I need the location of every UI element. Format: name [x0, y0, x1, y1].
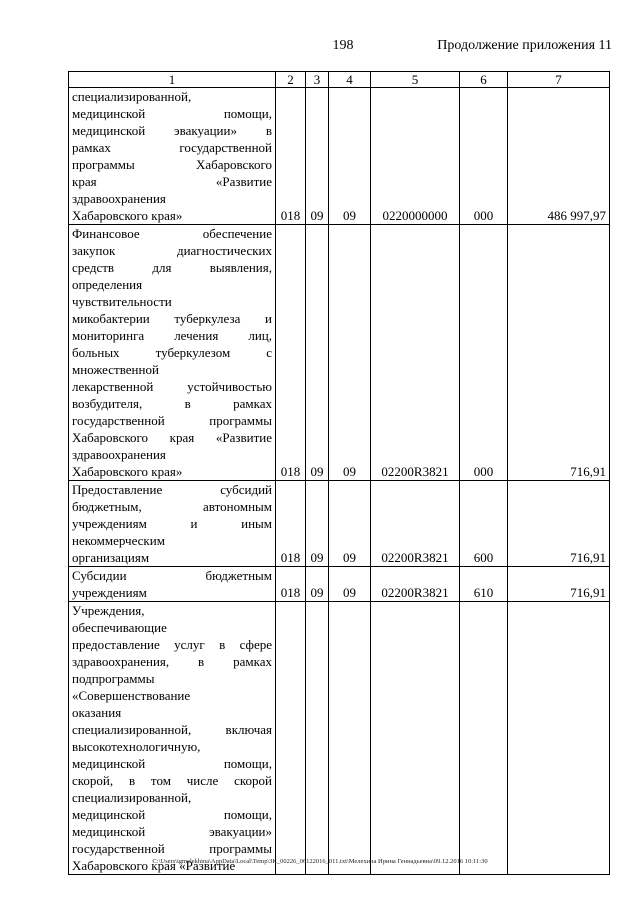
description-line: рамках государственной — [72, 140, 272, 155]
row-description — [69, 481, 276, 567]
table-row — [69, 567, 610, 602]
description-line: Хабаровского края» — [72, 208, 183, 223]
table-row — [69, 225, 610, 481]
subsection-code: 09 — [329, 88, 371, 225]
description-line: медицинской помощи, — [72, 807, 272, 822]
table-row — [69, 602, 610, 875]
description-line: оказания — [72, 705, 122, 720]
description-line: подпрограммы — [72, 671, 155, 686]
subsection-code: 09 — [329, 481, 371, 567]
expense-type-code: 610 — [460, 567, 508, 602]
table-row — [69, 88, 610, 225]
amount-value — [508, 602, 610, 875]
description-line: государственной программы — [72, 841, 272, 856]
description-line: медицинской эвакуации» — [72, 824, 272, 839]
expense-type-code: 000 — [460, 225, 508, 481]
footer-file-path: C:\Users\igmelekhina\AppData\Local\Temp\ЗК_00226_06122016_011.txt\Мелехина Ирина Геннадьевна\09.12.2016 10:11:30 — [152, 858, 488, 865]
expense-type-code — [460, 602, 508, 875]
column-header: 5 — [371, 72, 460, 88]
description-line: Субсидии бюджетным — [72, 568, 272, 583]
column-header: 4 — [329, 72, 371, 88]
description-line: множественной — [72, 362, 159, 377]
description-line: микобактерии туберкулеза и — [72, 311, 272, 326]
row-description — [69, 225, 276, 481]
admin-code — [276, 602, 306, 875]
budget-table — [68, 71, 610, 875]
column-header: 6 — [460, 72, 508, 88]
admin-code: 018 — [276, 481, 306, 567]
admin-code: 018 — [276, 567, 306, 602]
description-line: предоставление услуг в сфере — [72, 637, 272, 652]
description-line: бюджетным, автономным — [72, 499, 272, 514]
section-code: 09 — [306, 225, 329, 481]
description-line: больных туберкулезом с — [72, 345, 272, 360]
description-line: учреждениям и иным — [72, 516, 272, 531]
description-line: лекарственной устойчивостью — [72, 379, 272, 394]
section-code: 09 — [306, 88, 329, 225]
section-code: 09 — [306, 481, 329, 567]
description-line: Хабаровского края «Развитие — [72, 858, 236, 873]
description-line: специализированной, — [72, 790, 192, 805]
expense-type-code: 000 — [460, 88, 508, 225]
description-line: медицинской помощи, — [72, 106, 272, 121]
target-article-code: 02200R3821 — [371, 225, 460, 481]
column-header: 2 — [276, 72, 306, 88]
section-code — [306, 602, 329, 875]
description-line: края «Развитие — [72, 174, 272, 189]
description-line: организациям — [72, 550, 150, 565]
subsection-code: 09 — [329, 225, 371, 481]
table-header-row — [69, 72, 610, 88]
admin-code: 018 — [276, 88, 306, 225]
row-description — [69, 88, 276, 225]
description-line: медицинской эвакуации» в — [72, 123, 272, 138]
description-line: здравоохранения, в рамках — [72, 654, 272, 669]
target-article-code — [371, 602, 460, 875]
description-line: некоммерческим — [72, 533, 165, 548]
description-line: определения — [72, 277, 143, 292]
description-line: мониторинга лечения лиц, — [72, 328, 272, 343]
appendix-title: Продолжение приложения 11 — [437, 38, 612, 53]
description-line: программы Хабаровского — [72, 157, 272, 172]
description-line: высокотехнологичную, — [72, 739, 201, 754]
description-line: возбудителя, в рамках — [72, 396, 272, 411]
section-code: 09 — [306, 567, 329, 602]
amount-value: 486 997,97 — [508, 88, 610, 225]
description-line: Хабаровского края» — [72, 464, 183, 479]
subsection-code — [329, 602, 371, 875]
column-header: 1 — [69, 72, 276, 88]
description-line: скорой, в том числе скорой — [72, 773, 272, 788]
description-line: закупок диагностических — [72, 243, 272, 258]
column-header: 7 — [508, 72, 610, 88]
description-line: «Совершенствование — [72, 688, 191, 703]
table-row — [69, 481, 610, 567]
description-line: государственной программы — [72, 413, 272, 428]
description-line: здравоохранения — [72, 447, 166, 462]
description-line: здравоохранения — [72, 191, 166, 206]
page-number: 198 — [332, 38, 354, 53]
subsection-code: 09 — [329, 567, 371, 602]
target-article-code: 0220000000 — [371, 88, 460, 225]
description-line: учреждениям — [72, 585, 147, 600]
row-description — [69, 567, 276, 602]
description-line: Финансовое обеспечение — [72, 226, 272, 241]
description-line: Учреждения, — [72, 603, 145, 618]
description-line: чувствительности — [72, 294, 172, 309]
target-article-code: 02200R3821 — [371, 567, 460, 602]
amount-value: 716,91 — [508, 225, 610, 481]
description-line: средств для выявления, — [72, 260, 272, 275]
amount-value: 716,91 — [508, 567, 610, 602]
amount-value: 716,91 — [508, 481, 610, 567]
description-line: обеспечивающие — [72, 620, 167, 635]
description-line: медицинской помощи, — [72, 756, 272, 771]
description-line: специализированной, — [72, 89, 192, 104]
description-line: Предоставление субсидий — [72, 482, 272, 497]
expense-type-code: 600 — [460, 481, 508, 567]
target-article-code: 02200R3821 — [371, 481, 460, 567]
column-header: 3 — [306, 72, 329, 88]
description-line: специализированной, включая — [72, 722, 272, 737]
admin-code: 018 — [276, 225, 306, 481]
row-description — [69, 602, 276, 875]
description-line: Хабаровского края «Развитие — [72, 430, 272, 445]
